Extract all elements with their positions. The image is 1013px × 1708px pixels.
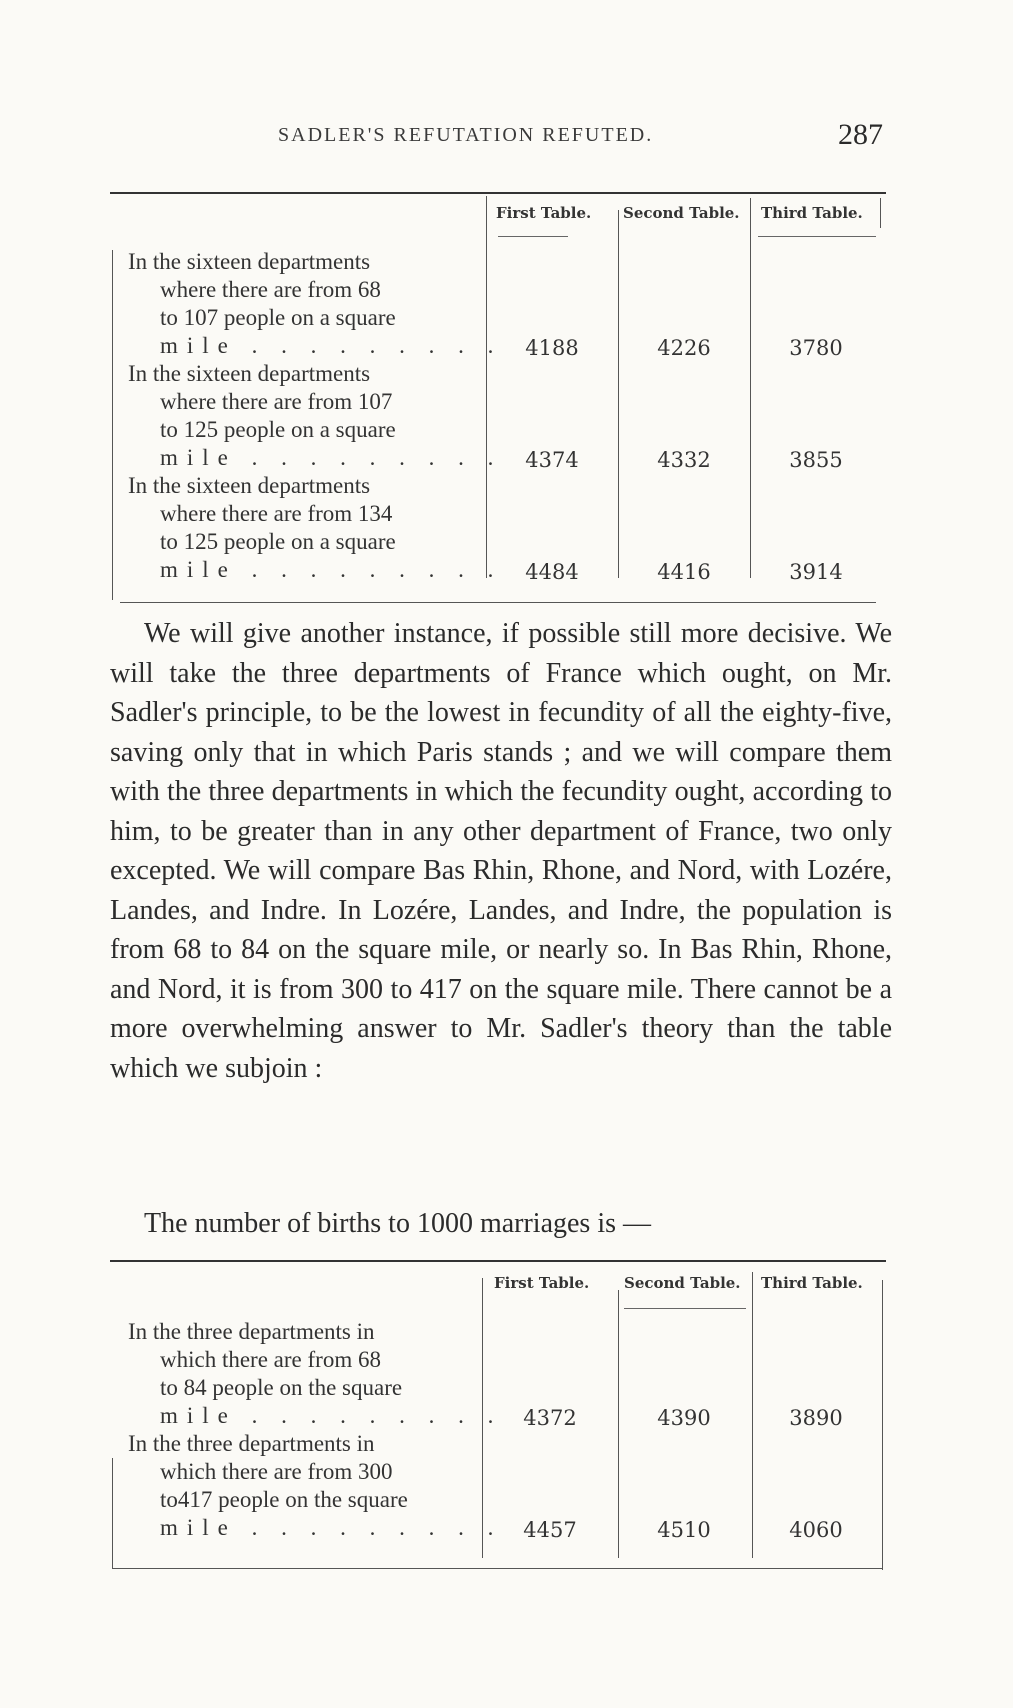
table-1-row-1-first: 4188 <box>525 336 579 360</box>
running-title: SADLER'S REFUTATION REFUTED. <box>278 124 654 146</box>
table-2-col-first: First Table. <box>494 1274 590 1292</box>
table-2-row-1-first: 4372 <box>523 1406 577 1430</box>
table-1-col-second: Second Table. <box>623 204 740 222</box>
table-1-col-third: Third Table. <box>761 204 863 222</box>
table-1-row-2-second: 4332 <box>657 448 711 472</box>
table-2 <box>110 1258 886 1576</box>
table-1-row-3-second: 4416 <box>657 560 711 584</box>
table-2-row-2-first: 4457 <box>523 1518 577 1542</box>
table-2-col-third: Third Table. <box>761 1274 863 1292</box>
body-paragraph: We will give another instance, if possible still more decisive. We will take the three departments of France which ought, on Mr. Sadler's principle, to be the lowest in fecundity of all the eighty-five, saving only that in which Paris stands ; and we will compare them with the three departments in which the fecundity ought, according to him, to be greater than in any other department of France, two only excepted. We will compare Bas Rhin, Rhone, and Nord, with Lozére, Landes, and Indre. In Lozére, Landes, and Indre, the population is from 68 to 84 on the square mile, or nearly so. In Bas Rhin, Rhone, and Nord, it is from 300 to 417 on the square mile. There cannot be a more overwhelming answer to Mr. Sadler's theory than the table which we subjoin : <box>110 618 892 1084</box>
table-1-row-3-label: In the sixteen departments where there are from 134 to 125 people on a square mile . . . . . . . . . <box>128 473 503 582</box>
table-1-row-2-first: 4374 <box>525 448 579 472</box>
table-1-col-first: First Table. <box>496 204 592 222</box>
table-2-row-1-third: 3890 <box>789 1406 843 1430</box>
table-1-row-1-third: 3780 <box>789 336 843 360</box>
table-1-row-2-label: In the sixteen departments where there are from 107 to 125 people on a square mile . . . . . . . . . <box>128 361 503 470</box>
table-2-row-2-second: 4510 <box>657 1518 711 1542</box>
table-2-row-1-label: In the three departments in which there are from 68 to 84 people on the square mile . . . . . . . . . <box>128 1319 503 1428</box>
table-2-row-1-second: 4390 <box>657 1406 711 1430</box>
table-1-row-1-second: 4226 <box>657 336 711 360</box>
table-1-row-3-third: 3914 <box>789 560 843 584</box>
table-1-row-3-first: 4484 <box>525 560 579 584</box>
table-1 <box>110 190 886 610</box>
table-2-row-2-label: In the three departments in which there are from 300 to417 people on the square mile . . . . . . . . . <box>128 1431 503 1540</box>
table-1-row-2-third: 3855 <box>789 448 843 472</box>
page-header <box>0 116 1013 156</box>
page-number: 287 <box>838 118 883 151</box>
table-2-col-second: Second Table. <box>624 1274 741 1292</box>
table-1-row-1-label: In the sixteen departments where there are from 68 to 107 people on a square mile . . . . . . . . . <box>128 249 503 358</box>
table-2-row-2-third: 4060 <box>789 1518 843 1542</box>
table-2-lead-line: The number of births to 1000 marriages is — <box>144 1208 652 1239</box>
